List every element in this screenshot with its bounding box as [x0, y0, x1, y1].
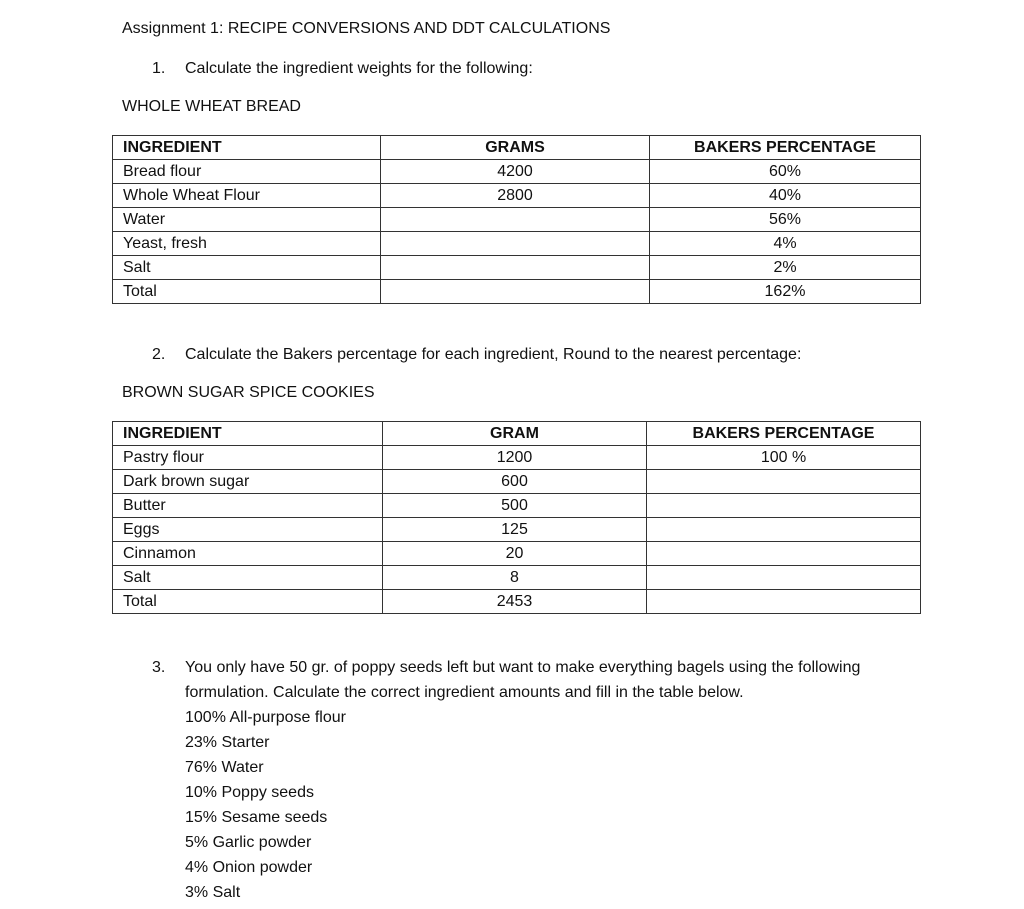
ingredient-cell: Bread flour [113, 160, 381, 184]
list-item: 4% Onion powder [185, 859, 313, 876]
header-ingredient: INGREDIENT [113, 136, 381, 160]
recipe-2-name: BROWN SUGAR SPICE COOKIES [122, 384, 375, 401]
ingredient-cell: Salt [113, 566, 383, 590]
percentage-cell [647, 542, 921, 566]
percentage-cell [647, 470, 921, 494]
ingredient-cell: Eggs [113, 518, 383, 542]
grams-cell: 125 [383, 518, 647, 542]
ingredient-cell: Whole Wheat Flour [113, 184, 381, 208]
table-row [113, 232, 921, 256]
question-number: 2. [152, 346, 166, 363]
percentage-cell: 60% [650, 160, 921, 184]
header-bakers-percentage: BAKERS PERCENTAGE [650, 136, 921, 160]
table-header-row [113, 422, 921, 446]
list-item: 5% Garlic powder [185, 834, 312, 851]
percentage-cell: 56% [650, 208, 921, 232]
list-item: 3% Salt [185, 884, 241, 901]
grams-cell [381, 280, 650, 304]
list-item: 15% Sesame seeds [185, 809, 328, 826]
grams-cell [381, 256, 650, 280]
grams-cell: 2453 [383, 590, 647, 614]
table-row [113, 518, 921, 542]
table-row [113, 494, 921, 518]
percentage-cell [647, 566, 921, 590]
table-row [113, 184, 921, 208]
question-2 [152, 346, 801, 364]
percentage-cell: 100 % [647, 446, 921, 470]
question-number: 3. [152, 659, 166, 676]
ingredient-cell: Pastry flour [113, 446, 383, 470]
table-row [113, 160, 921, 184]
list-item: 10% Poppy seeds [185, 784, 314, 801]
percentage-cell: 162% [650, 280, 921, 304]
question-text: You only have 50 gr. of poppy seeds left but want to make everything bagels using the following formulation. Calculate the correct ingredient amounts and fill in the table below. [185, 659, 861, 701]
grams-cell: 600 [383, 470, 647, 494]
question-number: 1. [152, 60, 166, 77]
question-3 [152, 655, 861, 701]
ingredient-cell: Salt [113, 256, 381, 280]
list-item: 76% Water [185, 759, 264, 776]
grams-cell: 2800 [381, 184, 650, 208]
ingredient-cell: Cinnamon [113, 542, 383, 566]
grams-cell: 8 [383, 566, 647, 590]
recipe-2-table [112, 421, 921, 614]
table-row [113, 446, 921, 470]
grams-cell [381, 232, 650, 256]
table-row [113, 566, 921, 590]
ingredient-cell: Yeast, fresh [113, 232, 381, 256]
table-row [113, 208, 921, 232]
percentage-cell [647, 518, 921, 542]
ingredient-cell: Water [113, 208, 381, 232]
list-item: 100% All-purpose flour [185, 709, 346, 726]
question-text: Calculate the ingredient weights for the following: [185, 60, 533, 77]
table-row-total [113, 590, 921, 614]
question-text: Calculate the Bakers percentage for each ingredient, Round to the nearest percentage: [185, 346, 802, 363]
percentage-cell: 4% [650, 232, 921, 256]
percentage-cell: 2% [650, 256, 921, 280]
percentage-cell: 40% [650, 184, 921, 208]
table-row [113, 542, 921, 566]
ingredient-cell: Total [113, 280, 381, 304]
percentage-cell [647, 494, 921, 518]
ingredient-cell: Dark brown sugar [113, 470, 383, 494]
grams-cell: 20 [383, 542, 647, 566]
table-row [113, 470, 921, 494]
header-grams: GRAMS [381, 136, 650, 160]
header-ingredient: INGREDIENT [113, 422, 383, 446]
table-row [113, 256, 921, 280]
ingredient-cell: Butter [113, 494, 383, 518]
percentage-cell [647, 590, 921, 614]
table-row-total [113, 280, 921, 304]
assignment-title: Assignment 1: RECIPE CONVERSIONS AND DDT CALCULATIONS [122, 20, 611, 37]
list-item: 23% Starter [185, 734, 270, 751]
header-gram: GRAM [383, 422, 647, 446]
grams-cell: 1200 [383, 446, 647, 470]
ingredient-cell: Total [113, 590, 383, 614]
grams-cell [381, 208, 650, 232]
header-bakers-percentage: BAKERS PERCENTAGE [647, 422, 921, 446]
grams-cell: 4200 [381, 160, 650, 184]
question-1 [152, 60, 533, 78]
grams-cell: 500 [383, 494, 647, 518]
recipe-1-name: WHOLE WHEAT BREAD [122, 98, 301, 115]
recipe-1-table [112, 135, 921, 304]
bagel-formulation-list [185, 705, 346, 905]
table-header-row [113, 136, 921, 160]
